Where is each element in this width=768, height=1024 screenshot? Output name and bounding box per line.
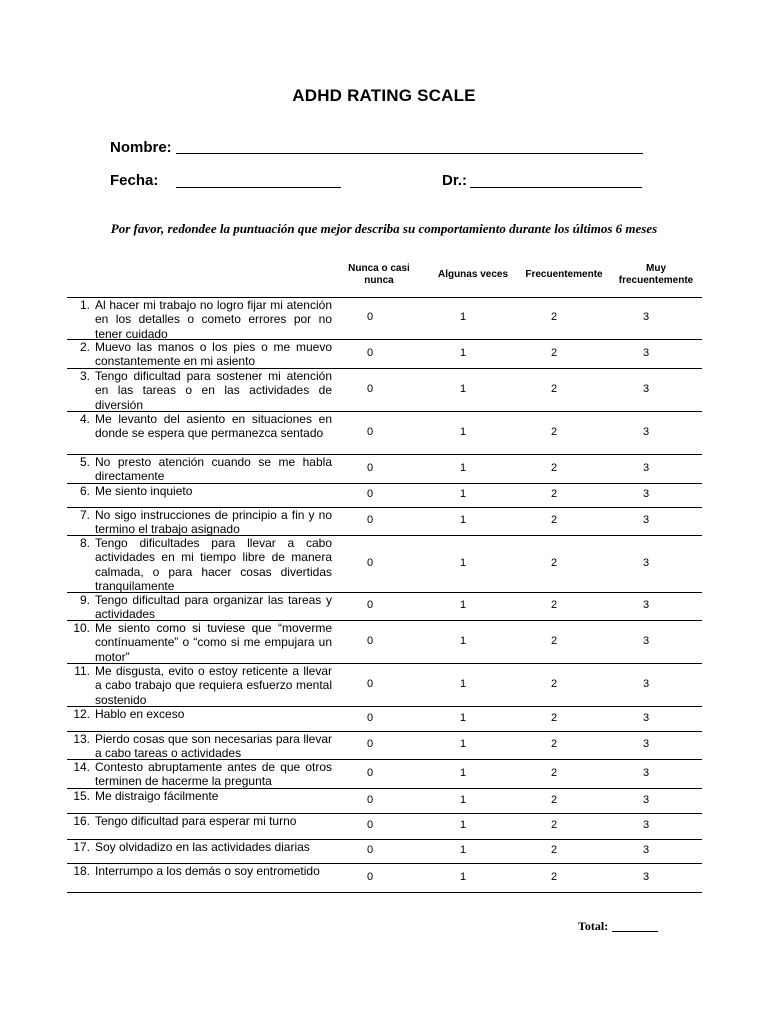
item-number: 17. (73, 840, 90, 854)
score-option-1[interactable]: 1 (459, 346, 467, 359)
score-option-0[interactable]: 0 (366, 425, 374, 438)
score-option-1[interactable]: 1 (459, 870, 467, 883)
score-option-3[interactable]: 3 (642, 556, 650, 569)
item-number: 5. (79, 455, 90, 469)
item-number: 10. (73, 621, 90, 635)
total-label: Total: (578, 919, 609, 933)
score-option-2[interactable]: 2 (550, 488, 558, 500)
item-number: 12. (73, 707, 90, 721)
score-option-3[interactable]: 3 (642, 311, 650, 323)
score-option-0[interactable]: 0 (366, 488, 374, 500)
item-text: Tengo dificultad para sostener mi atención en las tareas o en las actividades de diversión (95, 369, 332, 412)
item-text: Al hacer mi trabajo no logro fijar mi atención en los detalles o cometo errores por no tener cuidado (95, 298, 332, 341)
score-option-0[interactable]: 0 (366, 382, 374, 395)
item-number: 1. (79, 298, 90, 312)
score-option-0[interactable]: 0 (366, 311, 374, 323)
item-number: 9. (79, 593, 90, 607)
dr-label: Dr.: (442, 172, 468, 189)
score-option-1[interactable]: 1 (459, 677, 467, 690)
item-text: Tengo dificultad para organizar las tareas y actividades (95, 593, 332, 622)
score-option-0[interactable]: 0 (366, 844, 374, 856)
score-option-2[interactable]: 2 (550, 677, 558, 690)
item-number: 18. (73, 864, 90, 878)
score-option-2[interactable]: 2 (550, 556, 558, 569)
score-option-1[interactable]: 1 (459, 556, 467, 569)
score-option-0[interactable]: 0 (366, 461, 374, 474)
score-option-2[interactable]: 2 (550, 766, 558, 779)
score-option-1[interactable]: 1 (459, 844, 467, 856)
score-option-2[interactable]: 2 (550, 793, 558, 806)
score-option-3[interactable]: 3 (642, 599, 650, 611)
item-text: Hablo en exceso (95, 707, 185, 721)
item-text: No presto atención cuando se me habla directamente (95, 455, 332, 484)
score-option-0[interactable]: 0 (366, 793, 374, 806)
table-rule (67, 892, 702, 893)
item-number: 15. (73, 789, 90, 803)
score-option-0[interactable]: 0 (366, 766, 374, 779)
score-option-0[interactable]: 0 (366, 346, 374, 359)
item-number: 3. (79, 369, 90, 383)
score-option-1[interactable]: 1 (459, 311, 467, 323)
score-option-3[interactable]: 3 (642, 634, 650, 647)
score-option-1[interactable]: 1 (459, 793, 467, 806)
item-text: Tengo dificultades para llevar a cabo actividades en mi tiempo libre de manera calmada, o para hacer cosas divertidas tranquilamente (95, 536, 332, 593)
page-title: ADHD RATING SCALE (292, 86, 476, 105)
score-option-2[interactable]: 2 (550, 346, 558, 359)
score-option-1[interactable]: 1 (459, 461, 467, 474)
score-option-1[interactable]: 1 (459, 634, 467, 647)
item-text: Me disgusta, evito o estoy reticente a llevar a cabo trabajo que requiera esfuerzo mental sostenido (95, 664, 332, 707)
score-option-1[interactable]: 1 (459, 819, 467, 831)
score-option-3[interactable]: 3 (642, 382, 650, 395)
item-number: 13. (73, 732, 90, 746)
score-option-2[interactable]: 2 (550, 738, 558, 750)
instruction-text: Por favor, redondee la puntuación que mejor describa su comportamiento durante los últimos 6 meses (110, 221, 658, 236)
item-number: 11. (74, 664, 90, 678)
item-number: 2. (79, 340, 90, 354)
score-option-1[interactable]: 1 (459, 599, 467, 611)
item-text: Muevo las manos o los pies o me muevo constantemente en mi asiento (95, 340, 332, 369)
score-option-1[interactable]: 1 (459, 514, 467, 526)
item-text: Soy olvidadizo en las actividades diarias (95, 840, 310, 854)
item-number: 16. (73, 814, 90, 828)
score-option-3[interactable]: 3 (642, 514, 650, 526)
score-option-3[interactable]: 3 (642, 425, 650, 438)
score-option-0[interactable]: 0 (366, 738, 374, 750)
score-option-2[interactable]: 2 (550, 514, 558, 526)
fecha-label: Fecha: (110, 172, 159, 189)
score-option-1[interactable]: 1 (459, 738, 467, 750)
score-option-2[interactable]: 2 (550, 311, 558, 323)
column-header-muy-frecuentemente: Muy frecuentemente (618, 263, 694, 286)
score-option-3[interactable]: 3 (642, 677, 650, 690)
score-option-0[interactable]: 0 (366, 870, 374, 883)
item-text: Me siento como si tuviese que “moverme contínuamente” o “como si me empujara un motor” (95, 621, 332, 664)
item-text: Me distraigo fácilmente (95, 789, 219, 803)
item-text: Pierdo cosas que son necesarias para llevar a cabo tareas o actividades (95, 732, 332, 761)
score-option-2[interactable]: 2 (550, 870, 558, 883)
score-option-1[interactable]: 1 (459, 382, 467, 395)
score-option-3[interactable]: 3 (642, 488, 650, 500)
score-option-0[interactable]: 0 (366, 677, 374, 690)
nombre-field[interactable] (176, 153, 643, 154)
score-option-1[interactable]: 1 (459, 711, 467, 724)
item-text: Me siento inquieto (95, 484, 193, 498)
score-option-3[interactable]: 3 (642, 461, 650, 474)
score-option-2[interactable]: 2 (550, 461, 558, 474)
score-option-1[interactable]: 1 (459, 766, 467, 779)
fecha-field[interactable] (176, 187, 341, 188)
score-option-2[interactable]: 2 (550, 382, 558, 395)
score-option-3[interactable]: 3 (642, 793, 650, 806)
score-option-2[interactable]: 2 (550, 634, 558, 647)
item-number: 7. (79, 508, 90, 522)
score-option-1[interactable]: 1 (459, 488, 467, 500)
item-text: Interrumpo a los demás o soy entrometido (95, 864, 320, 878)
score-option-3[interactable]: 3 (642, 738, 650, 750)
score-option-2[interactable]: 2 (550, 425, 558, 438)
total-field[interactable] (612, 931, 658, 932)
item-number: 6. (79, 484, 90, 498)
score-option-3[interactable]: 3 (642, 346, 650, 359)
score-option-2[interactable]: 2 (550, 844, 558, 856)
item-text: Contesto abruptamente antes de que otros terminen de hacerme la pregunta (95, 760, 332, 789)
score-option-3[interactable]: 3 (642, 766, 650, 779)
item-number: 8. (79, 536, 90, 550)
score-option-0[interactable]: 0 (366, 599, 374, 611)
column-header-algunas-veces: Algunas veces (437, 269, 509, 280)
score-option-2[interactable]: 2 (550, 711, 558, 724)
score-option-0[interactable]: 0 (366, 711, 374, 724)
item-text: Tengo dificultad para esperar mi turno (95, 814, 297, 828)
score-option-0[interactable]: 0 (366, 556, 374, 569)
score-option-2[interactable]: 2 (550, 599, 558, 611)
column-header-frecuentemente: Frecuentemente (525, 269, 603, 280)
score-option-3[interactable]: 3 (642, 870, 650, 883)
column-header-nunca: Nunca o casi nunca (348, 263, 410, 286)
score-option-2[interactable]: 2 (550, 819, 558, 831)
score-option-0[interactable]: 0 (366, 514, 374, 526)
score-option-3[interactable]: 3 (642, 844, 650, 856)
dr-field[interactable] (470, 187, 642, 188)
score-option-0[interactable]: 0 (366, 634, 374, 647)
item-number: 14. (73, 760, 90, 774)
score-option-1[interactable]: 1 (459, 425, 467, 438)
item-number: 4. (79, 412, 90, 426)
item-text: Me levanto del asiento en situaciones en donde se espera que permanezca sentado (95, 412, 332, 441)
score-option-3[interactable]: 3 (642, 819, 650, 831)
score-option-3[interactable]: 3 (642, 711, 650, 724)
nombre-label: Nombre: (110, 139, 172, 156)
score-option-0[interactable]: 0 (366, 819, 374, 831)
item-text: No sigo instrucciones de principio a fin y no termino el trabajo asignado (95, 508, 332, 537)
